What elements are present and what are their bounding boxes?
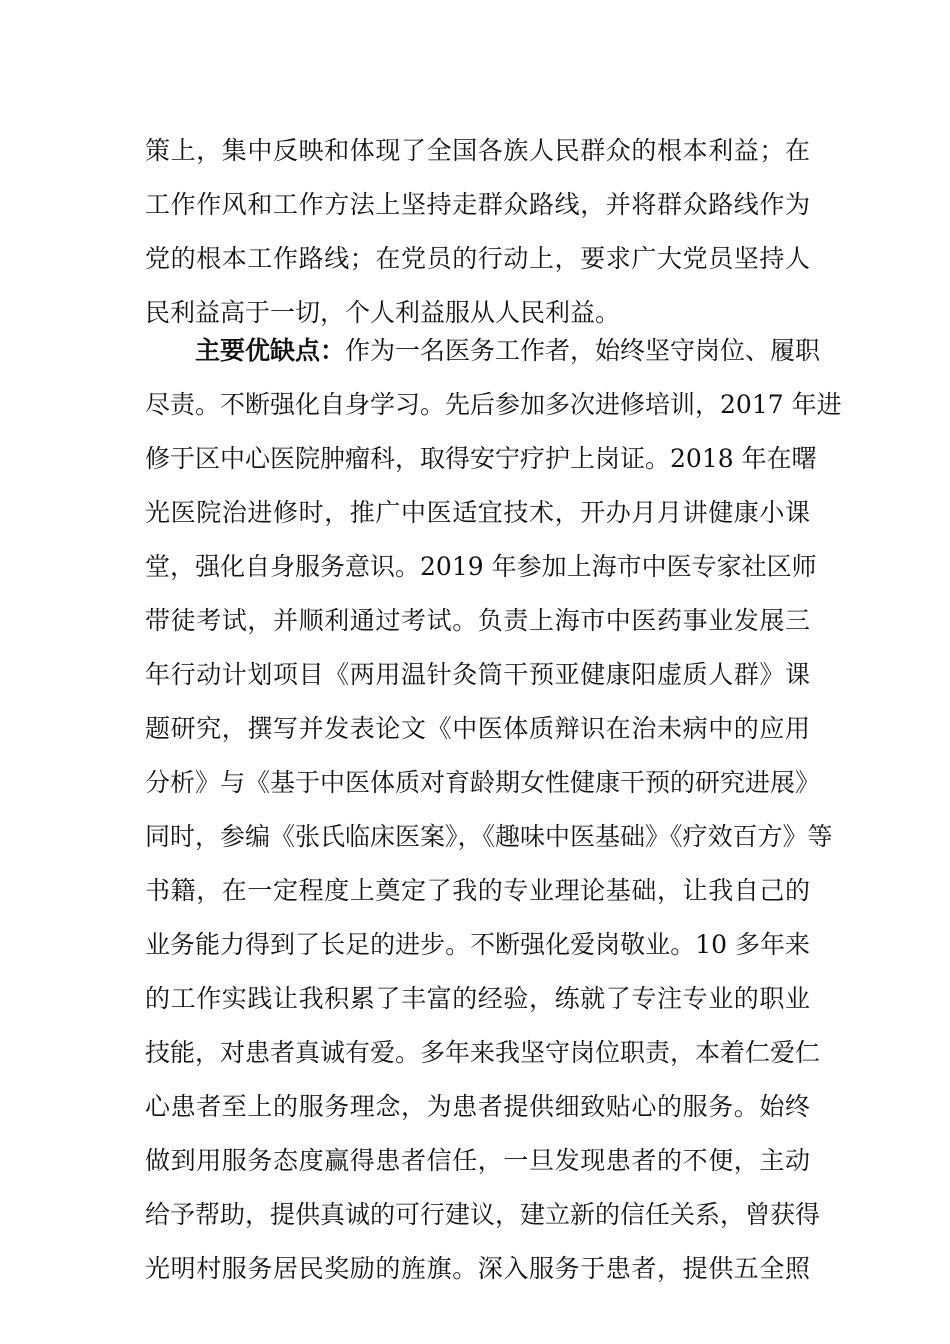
- text-line: 堂，强化自身服务意识。2019 年参加上海市中医专家社区师: [145, 552, 817, 581]
- paragraph-strengths-weaknesses: [145, 324, 842, 1296]
- text-line: 光医院治进修时，推广中医适宜技术，开办月月讲健康小课: [145, 498, 810, 527]
- text-line: 光明村服务居民奖励的旌旗。深入服务于患者，提供五全照: [145, 1254, 810, 1283]
- text-line: 题研究，撰写并发表论文《中医体质辩识在治未病中的应用: [145, 714, 810, 743]
- section-heading-label: 主要优缺点：: [195, 336, 346, 365]
- text-line: 书籍，在一定程度上奠定了我的专业理论基础，让我自己的: [145, 876, 810, 905]
- text-line: 年行动计划项目《两用温针灸筒干预亚健康阳虚质人群》课: [145, 660, 810, 689]
- text-line-first-rest: 作为一名医务工作者，始终坚守岗位、履职: [345, 336, 821, 365]
- text-line: 党的根本工作路线；在党员的行动上，要求广大党员坚持人: [145, 244, 810, 273]
- text-line: 修于区中心医院肿瘤科，取得安宁疗护上岗证。2018 年在曙: [145, 444, 817, 473]
- text-line: 同时，参编《张氏临床医案》，《趣味中医基础》《疗效百方》等: [145, 822, 833, 851]
- text-line: 心患者至上的服务理念，为患者提供细致贴心的服务。始终: [145, 1092, 810, 1121]
- text-line: 带徒考试，并顺利通过考试。负责上海市中医药事业发展三: [145, 606, 810, 635]
- paragraph-continuation: [145, 124, 810, 340]
- text-line: 的工作实践让我积累了丰富的经验，练就了专注专业的职业: [145, 984, 810, 1013]
- text-line: 业务能力得到了长足的进步。不断强化爱岗敬业。10 多年来: [145, 930, 810, 959]
- text-line: 策上，集中反映和体现了全国各族人民群众的根本利益；在: [145, 136, 810, 165]
- text-line: 技能，对患者真诚有爱。多年来我坚守岗位职责，本着仁爱仁: [145, 1038, 821, 1067]
- text-line: 做到用服务态度赢得患者信任，一旦发现患者的不便，主动: [145, 1146, 810, 1175]
- text-line: 工作作风和工作方法上坚持走群众路线，并将群众路线作为: [145, 190, 810, 219]
- text-line: 尽责。不断强化自身学习。先后参加多次进修培训，2017 年进: [145, 390, 842, 419]
- text-line: 给予帮助，提供真诚的可行建议，建立新的信任关系，曾获得: [145, 1200, 821, 1229]
- text-line: 分析》与《基于中医体质对育龄期女性健康干预的研究进展》: [145, 768, 821, 797]
- text-line: 民利益高于一切，个人利益服从人民利益。: [145, 298, 621, 327]
- text-line-first: [145, 324, 821, 378]
